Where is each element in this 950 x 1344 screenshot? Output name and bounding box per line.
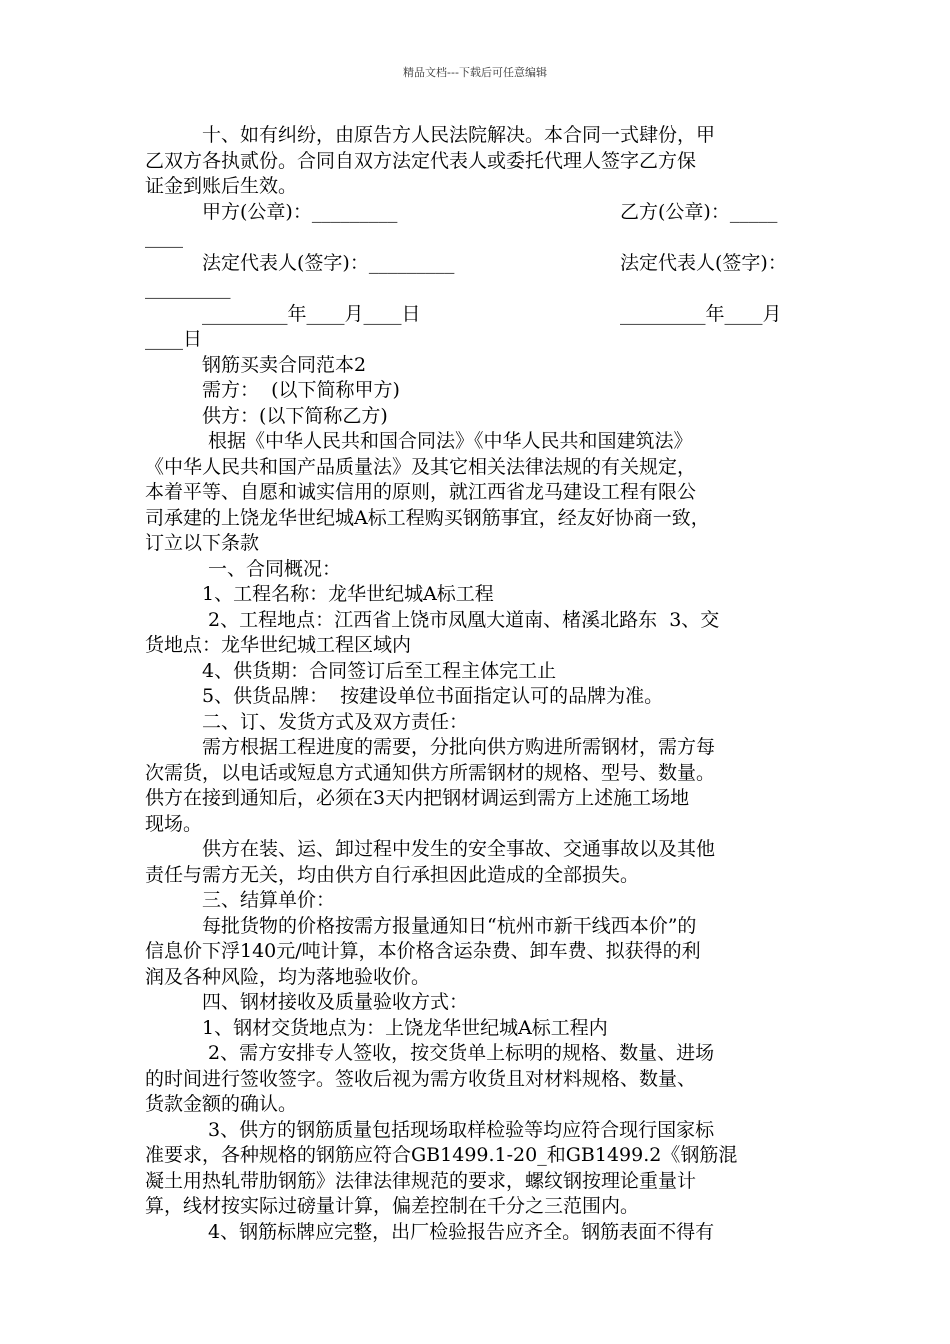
clause-line: 4、钢筋标牌应完整，出厂检验报告应齐全。钢筋表面不得有 [202,1220,715,1243]
clause-line: 责任与需方无关，均由供方自行承担因此造成的全部损失。 [145,863,640,886]
signature-row-representative [145,251,807,277]
clause-line: 2、工程地点：江西省上饶市凤凰大道南、楮溪北路东 3、交 [202,608,720,631]
clause-line: 1、钢材交货地点为：上饶龙华世纪城A标工程内 [202,1016,608,1039]
document-body [145,123,807,1245]
clause-line: 现场。 [145,812,203,835]
party-b-date: _________年____月 [620,302,782,325]
demand-party: 需方： (以下简称甲方) [202,379,400,401]
clause-line: 信息价下浮140元/吨计算，本价格含运杂费、卸车费、拟获得的利 [145,940,701,962]
clause-line: 供方在接到通知后，必须在3天内把钢材调运到需方上述施工场地 [145,787,690,809]
section-heading: 二、订、发货方式及双方责任： [202,710,469,733]
clause-line: 润及各种风险，均为落地验收价。 [145,965,431,988]
clause-line: 凝土用热轧带肋钢筋》法律法律规范的要求，螺纹钢按理论重量计 [145,1169,697,1192]
clause-line: 准要求，各种规格的钢筋应符合GB1499.1-20_和GB1499.2《钢筋混 [145,1144,738,1166]
preamble-line: 订立以下条款 [145,532,260,554]
signature-row-date [145,302,807,328]
preamble-line: 根据《中华人民共和国合同法》《中华人民共和国建筑法》 [202,430,693,452]
preamble-line: 本着平等、自愿和诚实信用的原则，就江西省龙马建设工程有限公 [145,481,697,503]
clause-line: 每批货物的价格按需方报量通知日“杭州市新干线西本价”的 [202,914,697,937]
clause-line: 1、工程名称：龙华世纪城A标工程 [202,583,494,605]
party-a-representative: 法定代表人(签字)：_________ [202,251,455,274]
clause-line: 货款金额的确认。 [145,1093,298,1115]
clause-line: 需方根据工程进度的需要，分批向供方购进所需钢材，需方每 [202,736,716,758]
clause-line: 4、供货期：合同签订后至工程主体完工止 [202,659,557,682]
clause-line: 的时间进行签收签字。签收后视为需方收货且对材料规格、数量、 [145,1067,697,1090]
party-b-seal: 乙方(公章)：_____ [620,200,778,223]
party-a-seal: 甲方(公章)：_________ [202,200,398,223]
clause-line: 供方在装、运、卸过程中发生的安全事故、交通事故以及其他 [202,838,716,860]
clause-line: 5、供货品牌： 按建设单位书面指定认可的品牌为准。 [202,685,664,707]
signature-continuation: _________ [145,277,231,299]
paragraph-line: 十、如有纠纷，由原告方人民法院解决。本合同一式肆份，甲 [202,124,716,146]
paragraph-line: 证金到账后生效。 [145,175,298,197]
signature-continuation: ____ [145,226,183,248]
clause-line: 2、需方安排专人签收，按交货单上标明的规格、数量、进场 [202,1042,715,1064]
section-heading: 一、合同概况： [202,557,342,580]
supply-party: 供方：(以下简称乙方) [202,404,388,427]
signature-continuation: ____日 [145,328,203,350]
signature-row-seal [145,200,807,226]
party-b-representative: 法定代表人(签字)： [620,251,787,274]
section-heading: 四、钢材接收及质量验收方式： [202,991,469,1013]
preamble-line: 司承建的上饶龙华世纪城A标工程购买钢筋事宜，经友好协商一致， [145,506,710,529]
clause-line: 次需货，以电话或短息方式通知供方所需钢材的规格、型号、数量。 [145,761,716,784]
section-heading: 三、结算单价： [202,889,336,911]
party-a-date: _________年____月____日 [202,302,421,325]
clause-line: 货地点：龙华世纪城工程区域内 [145,634,412,656]
preamble-line: 《中华人民共和国产品质量法》及其它相关法律法规的有关规定， [145,455,697,478]
clause-line: 3、供方的钢筋质量包括现场取样检验等均应符合现行国家标 [202,1118,715,1141]
paragraph-line: 乙双方各执贰份。合同自双方法定代表人或委托代理人签字乙方保 [145,149,697,172]
contract-title: 钢筋买卖合同范本2 [202,353,367,376]
clause-line: 算，线材按实际过磅量计算，偏差控制在千分之三范围内。 [145,1195,640,1217]
page-header: 精品文档---下载后可任意编辑 [403,66,547,79]
